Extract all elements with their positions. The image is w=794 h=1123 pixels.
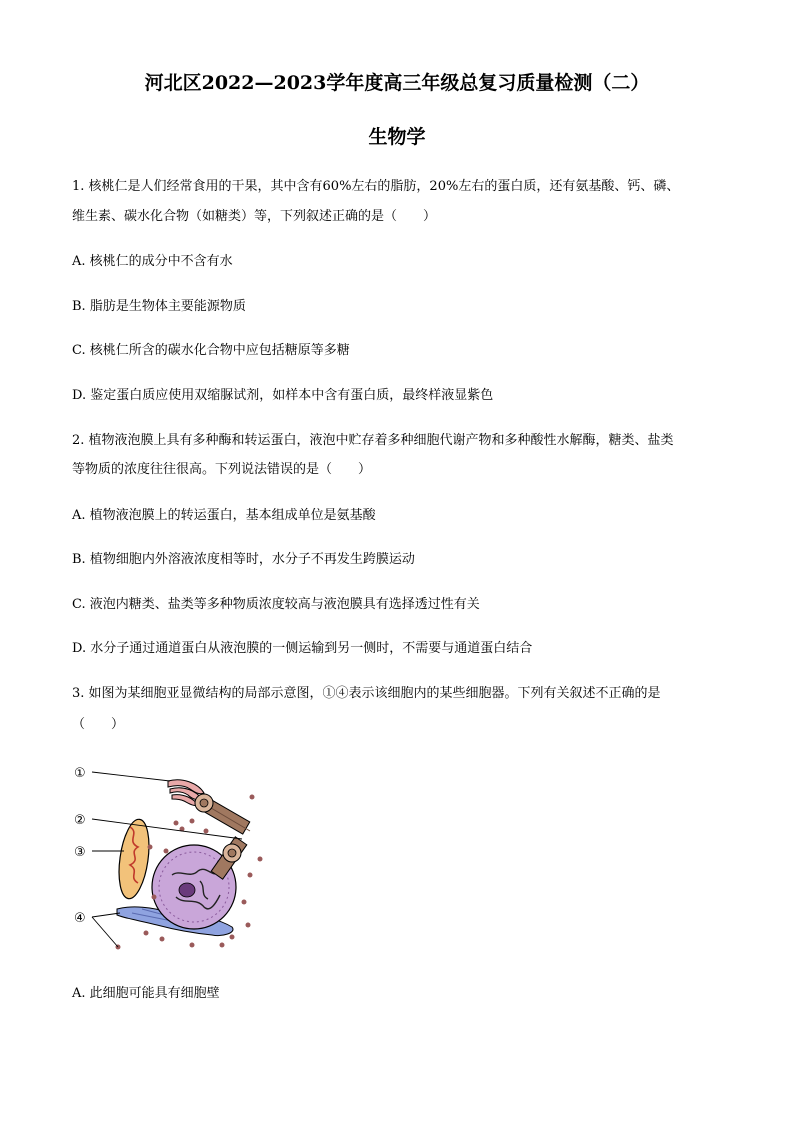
q2-option-b: B. 植物细胞内外溶液浓度相等时，水分子不再发生跨膜运动 (72, 552, 415, 567)
page-subtitle: 生物学 (368, 126, 426, 148)
figure-label-2: ② (74, 813, 86, 828)
q1-option-d: D. 鉴定蛋白质应使用双缩脲试剂，如样本中含有蛋白质，最终样液显紫色 (72, 388, 494, 403)
centriole-upper (195, 794, 250, 834)
cell-structure-diagram (72, 757, 287, 957)
q2-option-d: D. 水分子通过通道蛋白从液泡膜的一侧运输到另一侧时，不需要与通道蛋白结合 (72, 641, 533, 656)
q1-stem-line-2: 维生素、碳水化合物（如糖类）等，下列叙述正确的是（ ） (72, 209, 437, 224)
q2-stem-line-2: 等物质的浓度往往很高。下列说法错误的是（ ） (72, 462, 372, 477)
q3-stem-line-1: 3. 如图为某细胞亚显微结构的局部示意图，①④表示该细胞内的某些细胞器。下列有关叙述不正确的是 (72, 686, 661, 701)
q2-stem-line-1: 2. 植物液泡膜上具有多种酶和转运蛋白，液泡中贮存着多种细胞代谢产物和多种酸性水解酶，糖类、盐类 (72, 433, 674, 448)
q3-stem-line-2: （ ） (72, 717, 125, 732)
figure-label-4: ④ (74, 911, 86, 926)
page-title: 河北区2022—2023学年度高三年级总复习质量检测（二） (144, 72, 650, 94)
q1-option-b: B. 脂肪是生物体主要能源物质 (72, 299, 246, 314)
q1-option-a: A. 核桃仁的成分中不含有水 (72, 254, 233, 269)
q1-option-c: C. 核桃仁所含的碳水化合物中应包括糖原等多糖 (72, 343, 350, 358)
figure-label-1: ① (74, 766, 86, 781)
q1-stem-line-1: 1. 核桃仁是人们经常食用的干果，其中含有60%左右的脂肪，20%左右的蛋白质，还有氨基酸、钙、磷、 (72, 179, 680, 194)
q2-option-c: C. 液泡内糖类、盐类等多种物质浓度较高与液泡膜具有选择透过性有关 (72, 597, 480, 612)
nucleolus (179, 883, 195, 897)
figure-label-3: ③ (74, 845, 86, 860)
q2-option-a: A. 植物液泡膜上的转运蛋白，基本组成单位是氨基酸 (72, 508, 376, 523)
q3-option-a: A. 此细胞可能具有细胞壁 (72, 986, 220, 1001)
